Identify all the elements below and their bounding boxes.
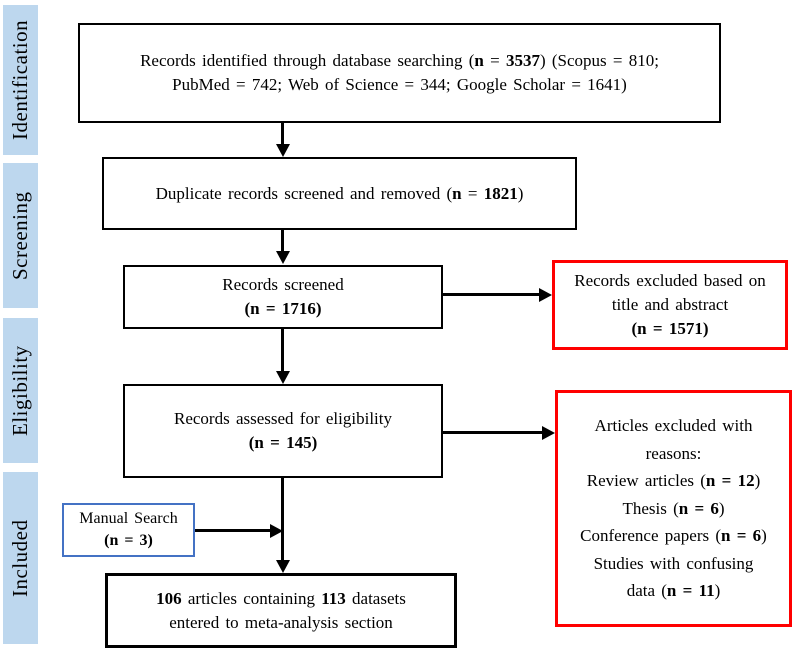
box-records-identified: Records identified through database searching (n = 3537) (Scopus = 810; PubMed = 742; Web of Science = 344; Google Scholar = 1641) bbox=[78, 23, 721, 123]
box-records-screened: Records screened (n = 1716) bbox=[123, 265, 443, 329]
arrowhead-down-icon bbox=[276, 144, 290, 157]
box-records-assessed: Records assessed for eligibility (n = 145) bbox=[123, 384, 443, 478]
arrowhead-down-icon bbox=[276, 371, 290, 384]
stage-label-included: Included bbox=[3, 472, 38, 644]
arrow-line bbox=[443, 431, 544, 434]
arrow-line bbox=[281, 329, 284, 373]
arrowhead-right-icon bbox=[542, 426, 555, 440]
stage-label-eligibility: Eligibility bbox=[3, 318, 38, 463]
stage-label-screening: Screening bbox=[3, 163, 38, 308]
arrowhead-down-icon bbox=[276, 251, 290, 264]
box-duplicates-removed: Duplicate records screened and removed (n = 1821) bbox=[102, 157, 577, 230]
arrow-line bbox=[281, 478, 284, 563]
box-manual-search: Manual Search (n = 3) bbox=[62, 503, 195, 557]
arrow-line bbox=[281, 123, 284, 146]
box-meta-analysis-included: 106 articles containing 113 datasets entered to meta-analysis section bbox=[105, 573, 457, 648]
stage-label-identification: Identification bbox=[3, 5, 38, 155]
arrowhead-down-icon bbox=[276, 560, 290, 573]
box-excluded-reasons: Articles excluded with reasons: Review articles (n = 12) Thesis (n = 6) Conference papers (n = 6) Studies with confusing data (n = 11) bbox=[555, 390, 792, 627]
box-excluded-title-abstract: Records excluded based on title and abstract (n = 1571) bbox=[552, 260, 788, 350]
arrow-line bbox=[443, 293, 541, 296]
arrow-line bbox=[281, 230, 284, 253]
arrowhead-right-icon bbox=[270, 524, 283, 538]
arrow-line bbox=[195, 529, 272, 532]
arrowhead-right-icon bbox=[539, 288, 552, 302]
